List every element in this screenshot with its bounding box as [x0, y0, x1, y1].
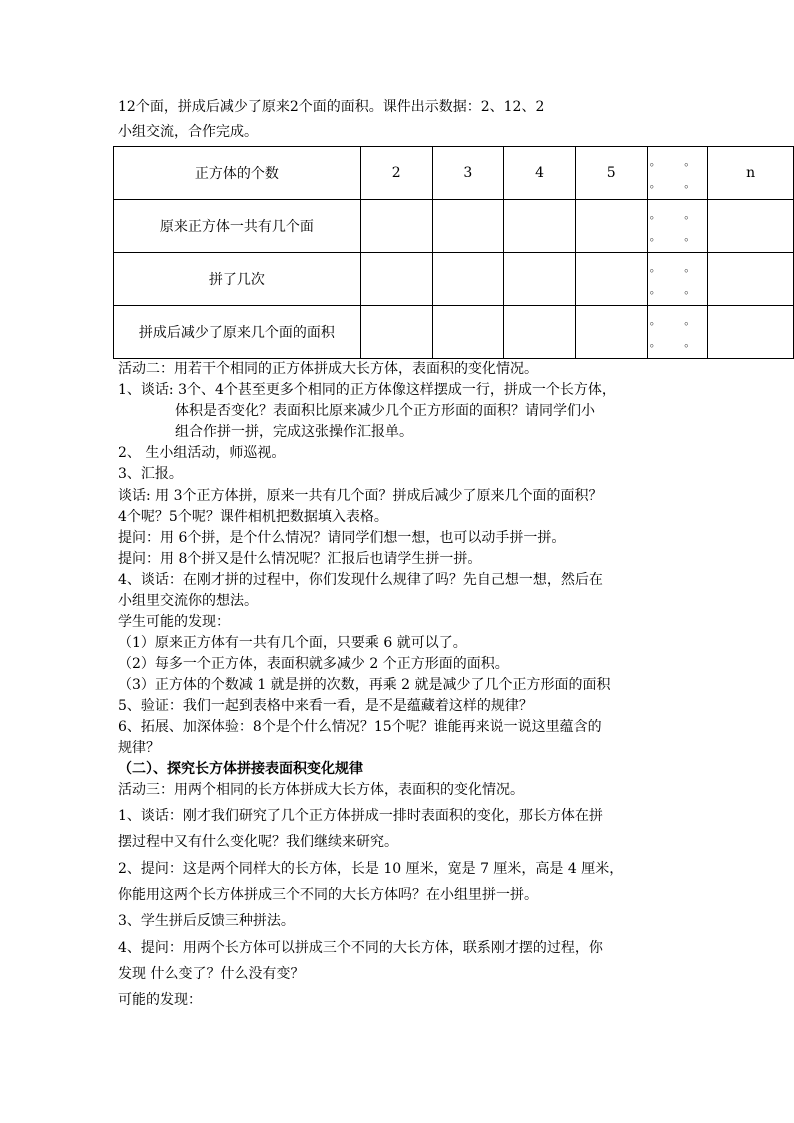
table-cell-ellipsis: 。 。 。 。	[647, 306, 708, 359]
table-cell	[432, 200, 504, 253]
text-line: 可能的发现：	[118, 992, 202, 1008]
text-line: 提问：用 6个拼，是个什么情况？请同学们想一想，也可以动手拼一拼。	[118, 530, 566, 546]
row-label: 原来正方体一共有几个面	[114, 200, 361, 253]
text-line: 提问：用 8个拼又是什么情况呢？汇报后也请学生拼一拼。	[118, 551, 482, 567]
table-cell	[575, 200, 647, 253]
section-heading: （二）、探究长方体拼接表面积变化规律	[118, 761, 363, 777]
text-line: 3、学生拼后反馈三种拼法。	[118, 913, 295, 929]
intro-line-1: 12个面，拼成后减少了原来2个面的面积。课件出示数据：2、12、2	[118, 99, 545, 115]
table-cell	[575, 306, 647, 359]
table-cell-ellipsis: 。 。 。 。	[647, 200, 708, 253]
table-cell-ellipsis: 。 。 。 。	[647, 253, 708, 306]
text-line: 规律？	[118, 740, 160, 756]
table-cell	[360, 253, 432, 306]
header-cube-count: 正方体的个数	[114, 147, 361, 200]
header-ellipsis: 。 。 。 。	[647, 147, 708, 200]
text-line: （3）正方体的个数减 1 就是拼的次数，再乘 2 就是减少了几个正方形面的面积	[118, 677, 611, 693]
row-label: 拼了几次	[114, 253, 361, 306]
text-line: 2、提问：这是两个同样大的长方体，长是 10 厘米，宽是 7 厘米，高是 4 厘米，	[118, 861, 624, 877]
text-line: 2、 生小组活动，师巡视。	[118, 445, 286, 461]
text-line: 6、拓展、加深体验：8个是个什么情况？15个呢？谁能再来说一说这里蕴含的	[118, 719, 602, 735]
text-line: 谈话: 用 3个正方体拼，原来一共有几个面？拼成后减少了原来几个面的面积？	[118, 488, 603, 504]
header-4: 4	[504, 147, 576, 200]
text-line: （1）原来正方体有一共有几个面，只要乘 6 就可以了。	[118, 635, 467, 651]
table-cell	[708, 253, 794, 306]
text-line: 3、汇报。	[118, 466, 183, 482]
text-line: 活动二：用若干个相同的正方体拼成大长方体，表面积的变化情况。	[118, 361, 538, 377]
table-cell	[360, 306, 432, 359]
header-5: 5	[575, 147, 647, 200]
data-table	[113, 146, 794, 359]
table-row	[114, 306, 794, 359]
text-line: 小组里交流你的想法。	[118, 593, 258, 609]
text-line: 学生可能的发现：	[118, 614, 230, 630]
table-row	[114, 253, 794, 306]
table-cell	[575, 253, 647, 306]
text-line: 你能用这两个长方体拼成三个不同的大长方体吗？在小组里拼一拼。	[118, 887, 538, 903]
text-line: 组合作拼一拼，完成这张操作汇报单。	[175, 424, 413, 440]
table-cell	[432, 253, 504, 306]
text-line: 发现 什么变了？什么没有变？	[118, 966, 305, 982]
header-n: n	[708, 147, 794, 200]
text-line: 1、谈话: 3个、4个甚至更多个相同的正方体像这样摆成一行，拼成一个长方体，	[118, 382, 616, 398]
table-cell	[504, 306, 576, 359]
table-cell	[708, 200, 794, 253]
text-line: 体积是否变化？表面积比原来减少几个正方形面的面积？请同学们小	[175, 403, 595, 419]
text-line: 4、提问：用两个长方体可以拼成三个不同的大长方体，联系刚才摆的过程，你	[118, 940, 603, 956]
text-line: 4、谈话：在刚才拼的过程中，你们发现什么规律了吗？先自己想一想，然后在	[118, 572, 603, 588]
header-3: 3	[432, 147, 504, 200]
text-line: 1、谈话：刚才我们研究了几个正方体拼成一排时表面积的变化，那长方体在拼	[118, 808, 603, 824]
text-line: 4个呢？5个呢？课件相机把数据填入表格。	[118, 509, 388, 525]
table-cell	[708, 306, 794, 359]
row-label: 拼成后减少了原来几个面的面积	[114, 306, 361, 359]
table-cell	[432, 306, 504, 359]
text-line: 摆过程中又有什么变化呢？我们继续来研究。	[118, 834, 398, 850]
text-line: （2）每多一个正方体，表面积就多减少 2 个正方形面的面积。	[118, 656, 509, 672]
table-cell	[360, 200, 432, 253]
text-line: 5、验证：我们一起到表格中来看一看，是不是蕴藏着这样的规律？	[118, 698, 533, 714]
table-cell	[504, 200, 576, 253]
text-line: 活动三：用两个相同的长方体拼成大长方体，表面积的变化情况。	[118, 782, 524, 798]
table-header-row	[114, 147, 794, 200]
table-cell	[504, 253, 576, 306]
table-row	[114, 200, 794, 253]
header-2: 2	[360, 147, 432, 200]
intro-line-2: 小组交流，合作完成。	[118, 124, 258, 140]
